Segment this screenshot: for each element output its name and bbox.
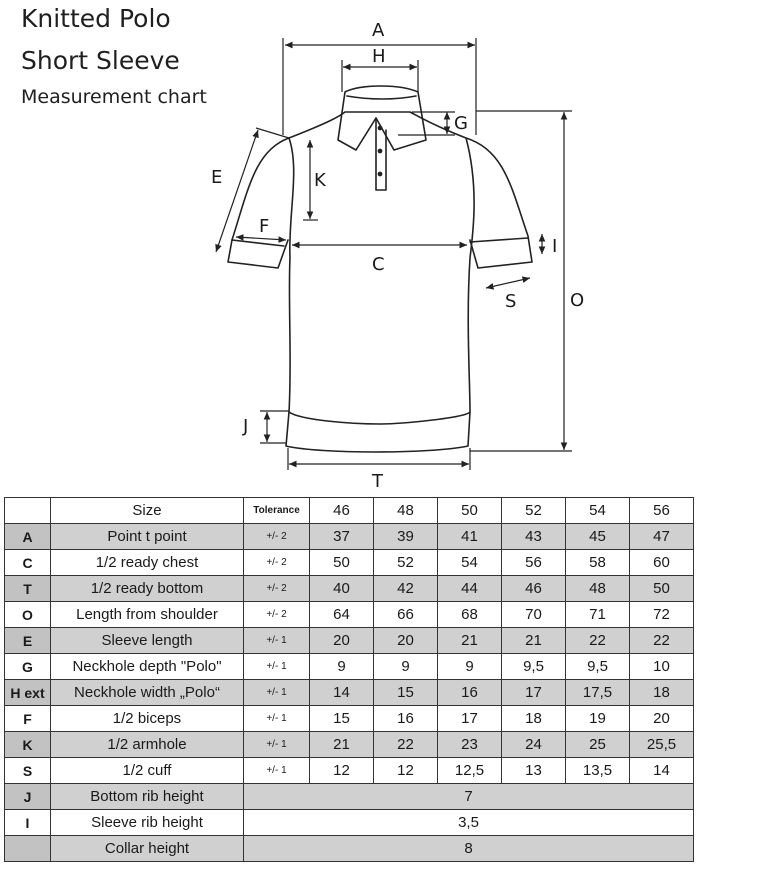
row-value-cell: 13,5 [566,758,630,784]
row-value-cell: 71 [566,602,630,628]
row-name-cell: 1/2 armhole [51,732,244,758]
row-value-cell: 16 [438,680,502,706]
row-value-cell: 13 [502,758,566,784]
row-value-cell: 48 [566,576,630,602]
row-code-cell: S [5,758,51,784]
row-name-cell: Length from shoulder [51,602,244,628]
row-name-cell: 1/2 ready chest [51,550,244,576]
row-tolerance-cell: +/- 1 [244,758,310,784]
label-g: G [454,113,468,134]
measure-f-line [236,237,286,240]
row-code-cell: T [5,576,51,602]
row-value-cell: 25 [566,732,630,758]
row-value-cell: 45 [566,524,630,550]
row-name-cell: 1/2 cuff [51,758,244,784]
collar [338,86,426,150]
row-value-cell: 44 [438,576,502,602]
table-row [5,810,694,836]
row-value-cell: 58 [566,550,630,576]
row-value-cell: 9 [438,654,502,680]
chart-caption: Measurement chart [21,86,207,108]
row-value-cell: 12 [310,758,374,784]
collar-fold [347,96,416,99]
row-tolerance-cell: +/- 2 [244,602,310,628]
table-row [5,628,694,654]
measure-e-line [216,130,258,252]
table-row [5,784,694,810]
buttons [378,126,383,177]
row-code-cell [5,836,51,862]
row-value-cell: 20 [310,628,374,654]
row-value-cell: 37 [310,524,374,550]
label-k: K [314,170,326,191]
row-value-cell: 46 [502,576,566,602]
row-value-cell: 42 [374,576,438,602]
row-value-cell: 40 [310,576,374,602]
row-value-cell: 14 [630,758,694,784]
row-value-cell: 20 [374,628,438,654]
header-size-48: 48 [374,498,438,524]
row-tolerance-cell: +/- 1 [244,680,310,706]
label-e: E [211,167,223,188]
row-name-cell: 1/2 biceps [51,706,244,732]
table-row [5,836,694,862]
row-value-cell: 47 [630,524,694,550]
row-value-cell: 68 [438,602,502,628]
row-name-cell: Collar height [51,836,244,862]
row-value-cell: 16 [374,706,438,732]
row-code-cell: H ext [5,680,51,706]
row-value-cell: 25,5 [630,732,694,758]
table-header-row [5,498,694,524]
row-code-cell: E [5,628,51,654]
row-value-cell: 60 [630,550,694,576]
label-t: T [372,471,383,492]
row-value-cell: 23 [438,732,502,758]
row-value-cell: 50 [310,550,374,576]
table-row [5,550,694,576]
row-value-cell: 9 [374,654,438,680]
row-value-cell: 15 [310,706,374,732]
row-tolerance-cell: +/- 1 [244,706,310,732]
row-value-cell: 17 [438,706,502,732]
row-name-cell: Neckhole depth "Polo" [51,654,244,680]
row-value-cell: 10 [630,654,694,680]
row-value-cell: 24 [502,732,566,758]
table-row [5,758,694,784]
row-value-cell: 21 [502,628,566,654]
row-value-cell: 50 [630,576,694,602]
row-value-cell: 9 [310,654,374,680]
row-value-cell: 22 [374,732,438,758]
row-value-cell: 21 [310,732,374,758]
row-value-cell: 72 [630,602,694,628]
row-value-cell: 21 [438,628,502,654]
table-row [5,680,694,706]
row-value-cell: 17,5 [566,680,630,706]
row-name-cell: Sleeve rib height [51,810,244,836]
row-value-cell: 70 [502,602,566,628]
row-value-cell: 9,5 [502,654,566,680]
table-row [5,524,694,550]
row-value-cell: 22 [630,628,694,654]
header-size-52: 52 [502,498,566,524]
label-h: H [372,46,386,67]
table-row [5,732,694,758]
row-tolerance-cell: +/- 2 [244,524,310,550]
row-code-cell: A [5,524,51,550]
chart-title: Knitted Polo [21,4,171,33]
chart-subtitle: Short Sleeve [21,46,180,75]
label-i: I [552,236,558,257]
row-value-cell: 43 [502,524,566,550]
row-name-cell: Neckhole width „Polo“ [51,680,244,706]
table-row [5,576,694,602]
row-value-cell: 54 [438,550,502,576]
header-tolerance-cell: Tolerance [244,498,310,524]
row-value-cell: 22 [566,628,630,654]
row-value-cell: 9,5 [566,654,630,680]
row-name-cell: Sleeve length [51,628,244,654]
row-tolerance-cell: +/- 2 [244,576,310,602]
header-size-cell: Size [51,498,244,524]
row-code-cell: G [5,654,51,680]
row-merged-value-cell: 8 [244,836,694,862]
header-size-54: 54 [566,498,630,524]
row-value-cell: 56 [502,550,566,576]
row-tolerance-cell: +/- 1 [244,628,310,654]
row-value-cell: 20 [630,706,694,732]
row-value-cell: 66 [374,602,438,628]
row-tolerance-cell: +/- 1 [244,654,310,680]
row-value-cell: 18 [630,680,694,706]
row-value-cell: 18 [502,706,566,732]
row-code-cell: C [5,550,51,576]
row-name-cell: Point t point [51,524,244,550]
header-size-46: 46 [310,498,374,524]
row-merged-value-cell: 3,5 [244,810,694,836]
row-value-cell: 39 [374,524,438,550]
row-value-cell: 14 [310,680,374,706]
right-sleeve-cuff-line [470,238,528,242]
label-o: O [570,290,585,311]
measure-s-line [486,278,530,288]
row-value-cell: 12 [374,758,438,784]
left-sleeve [228,138,289,268]
row-code-cell: J [5,784,51,810]
row-name-cell: 1/2 ready bottom [51,576,244,602]
row-value-cell: 17 [502,680,566,706]
right-sleeve [466,138,532,268]
left-sleeve-cuff-line [232,240,284,246]
row-value-cell: 52 [374,550,438,576]
measurement-table [4,497,694,862]
row-code-cell: O [5,602,51,628]
row-code-cell: I [5,810,51,836]
header-size-50: 50 [438,498,502,524]
row-value-cell: 15 [374,680,438,706]
row-code-cell: K [5,732,51,758]
label-c: C [372,254,385,275]
row-name-cell: Bottom rib height [51,784,244,810]
row-tolerance-cell: +/- 1 [244,732,310,758]
row-value-cell: 64 [310,602,374,628]
label-f: F [259,216,270,237]
label-s: S [505,291,517,312]
header-size-56: 56 [630,498,694,524]
header-code-cell [5,498,51,524]
row-value-cell: 41 [438,524,502,550]
row-tolerance-cell: +/- 2 [244,550,310,576]
label-j: J [243,416,249,437]
row-merged-value-cell: 7 [244,784,694,810]
row-value-cell: 19 [566,706,630,732]
row-code-cell: F [5,706,51,732]
table-row [5,654,694,680]
label-a: A [372,20,385,41]
table-row [5,706,694,732]
table-row [5,602,694,628]
row-value-cell: 12,5 [438,758,502,784]
